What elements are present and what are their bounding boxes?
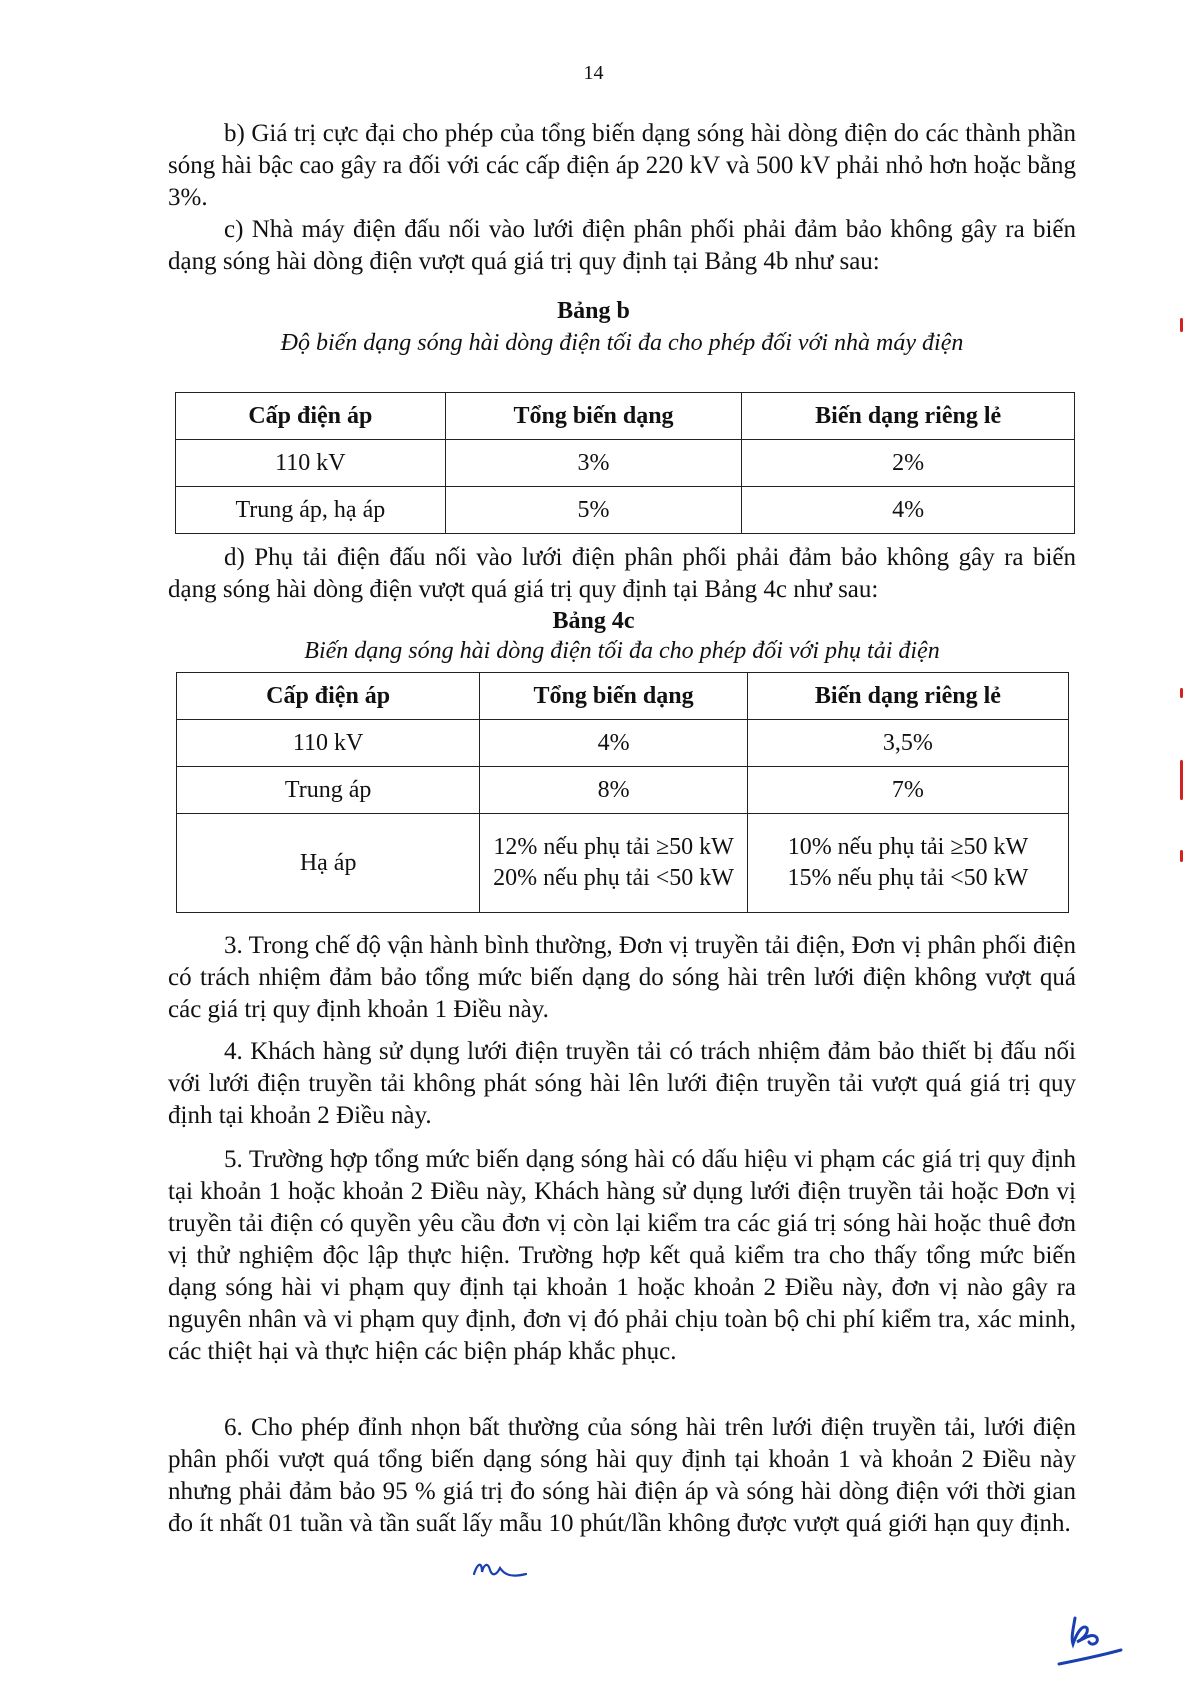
table-row — [177, 767, 1069, 814]
paragraph-b: b) Giá trị cực đại cho phép của tổng biến dạng sóng hài dòng điện do các thành phần sóng hài bậc cao gây ra đối với các cấp điện áp 220 kV và 500 kV phải nhỏ hơn hoặc bằng 3%. — [168, 120, 1076, 211]
header-cell: Biến dạng riêng lẻ — [747, 673, 1068, 720]
table-cell: Trung áp — [177, 767, 480, 814]
header-cell: Tổng biến dạng — [445, 393, 742, 440]
page-number: 14 — [583, 62, 604, 84]
cell-line: 10% nếu phụ tải ≥50 kW — [787, 834, 1029, 860]
margin-mark — [1180, 850, 1183, 862]
table-header-row — [176, 393, 1075, 440]
table-cell: 3% — [445, 440, 742, 487]
table-row — [176, 440, 1075, 487]
table-cell: 4% — [742, 487, 1075, 534]
initials-signature-icon — [470, 1556, 530, 1582]
table-cell: 7% — [747, 767, 1068, 814]
header-cell: Cấp điện áp — [177, 673, 480, 720]
table-cell: Hạ áp — [177, 814, 480, 913]
paragraph-5: 5. Trường hợp tổng mức biến dạng sóng hài có dấu hiệu vi phạm các giá trị quy định tại khoản 1 hoặc khoản 2 Điều này, Khách hàng sử dụng lưới điện truyền tải hoặc Đơn vị truyền tải điện có quyền yêu cầu đơn vị còn lại kiểm tra các giá trị sóng hài hoặc thuê đơn vị thử nghiệm độc lập thực hiện. Trường hợp kết quả kiểm tra cho thấy tổng mức biến dạng sóng hài vi phạm quy định tại khoản 1 hoặc khoản 2 Điều này, đơn vị nào gây ra nguyên nhân và vi phạm quy định, đơn vị đó phải chịu toàn bộ chi phí kiểm tra, xác minh, các thiệt hại và thực hiện các biện pháp khắc phục. — [168, 1146, 1076, 1365]
table-4c-title: Bảng 4c — [552, 608, 635, 634]
header-cell: Biến dạng riêng lẻ — [742, 393, 1075, 440]
table-cell — [480, 814, 748, 913]
table-cell: 8% — [480, 767, 748, 814]
table-cell: 4% — [480, 720, 748, 767]
margin-mark — [1180, 760, 1183, 800]
table-cell: 2% — [742, 440, 1075, 487]
header-cell: Cấp điện áp — [176, 393, 446, 440]
paragraph-4: 4. Khách hàng sử dụng lưới điện truyền tải có trách nhiệm đảm bảo thiết bị đấu nối với lưới điện truyền tải không phát sóng hài lên lưới điện truyền tải vượt quá giá trị quy định tại khoản 2 Điều này. — [168, 1038, 1076, 1129]
paragraph-d: d) Phụ tải điện đấu nối vào lưới điện phân phối phải đảm bảo không gây ra biến dạng sóng hài dòng điện vượt quá giá trị quy định tại Bảng 4c như sau: — [168, 544, 1076, 603]
table-b-subtitle: Độ biến dạng sóng hài dòng điện tối đa cho phép đối với nhà máy điện — [280, 330, 964, 356]
table-cell: 3,5% — [747, 720, 1068, 767]
paragraph-c: c) Nhà máy điện đấu nối vào lưới điện phân phối phải đảm bảo không gây ra biến dạng sóng hài dòng điện vượt quá giá trị quy định tại Bảng 4b như sau: — [168, 216, 1076, 275]
paragraph-6: 6. Cho phép đỉnh nhọn bất thường của sóng hài trên lưới điện truyền tải, lưới điện phân phối vượt quá tổng biến dạng sóng hài quy định tại khoản 1 và khoản 2 Điều này nhưng phải đảm bảo 95 % giá trị đo sóng hài điện áp và sóng hài dòng điện với thời gian đo ít nhất 01 tuần và tần suất lấy mẫu 10 phút/lần không được vượt quá giới hạn quy định. — [168, 1414, 1076, 1537]
margin-mark — [1180, 318, 1183, 332]
table-cell: Trung áp, hạ áp — [176, 487, 446, 534]
margin-mark — [1180, 688, 1183, 698]
paragraph-3: 3. Trong chế độ vận hành bình thường, Đơn vị truyền tải điện, Đơn vị phân phối điện có trách nhiệm đảm bảo tổng mức biến dạng do sóng hài trên lưới điện không vượt quá các giá trị quy định khoản 1 Điều này. — [168, 932, 1076, 1023]
header-cell: Tổng biến dạng — [480, 673, 748, 720]
table-4c-subtitle: Biến dạng sóng hài dòng điện tối đa cho phép đối với phụ tải điện — [304, 638, 940, 664]
table-row — [176, 487, 1075, 534]
table-4c — [176, 672, 1069, 913]
table-row — [177, 814, 1069, 913]
cell-line: 12% nếu phụ tải ≥50 kW — [493, 834, 734, 860]
cell-line: 15% nếu phụ tải <50 kW — [787, 865, 1029, 891]
table-cell: 5% — [445, 487, 742, 534]
table-row — [177, 720, 1069, 767]
table-cell: 110 kV — [177, 720, 480, 767]
table-header-row — [177, 673, 1069, 720]
page-initials-signature-icon — [1055, 1610, 1125, 1670]
table-cell — [747, 814, 1068, 913]
table-b — [175, 392, 1075, 534]
cell-line: 20% nếu phụ tải <50 kW — [493, 865, 734, 891]
table-b-title: Bảng b — [557, 298, 630, 324]
table-cell: 110 kV — [176, 440, 446, 487]
